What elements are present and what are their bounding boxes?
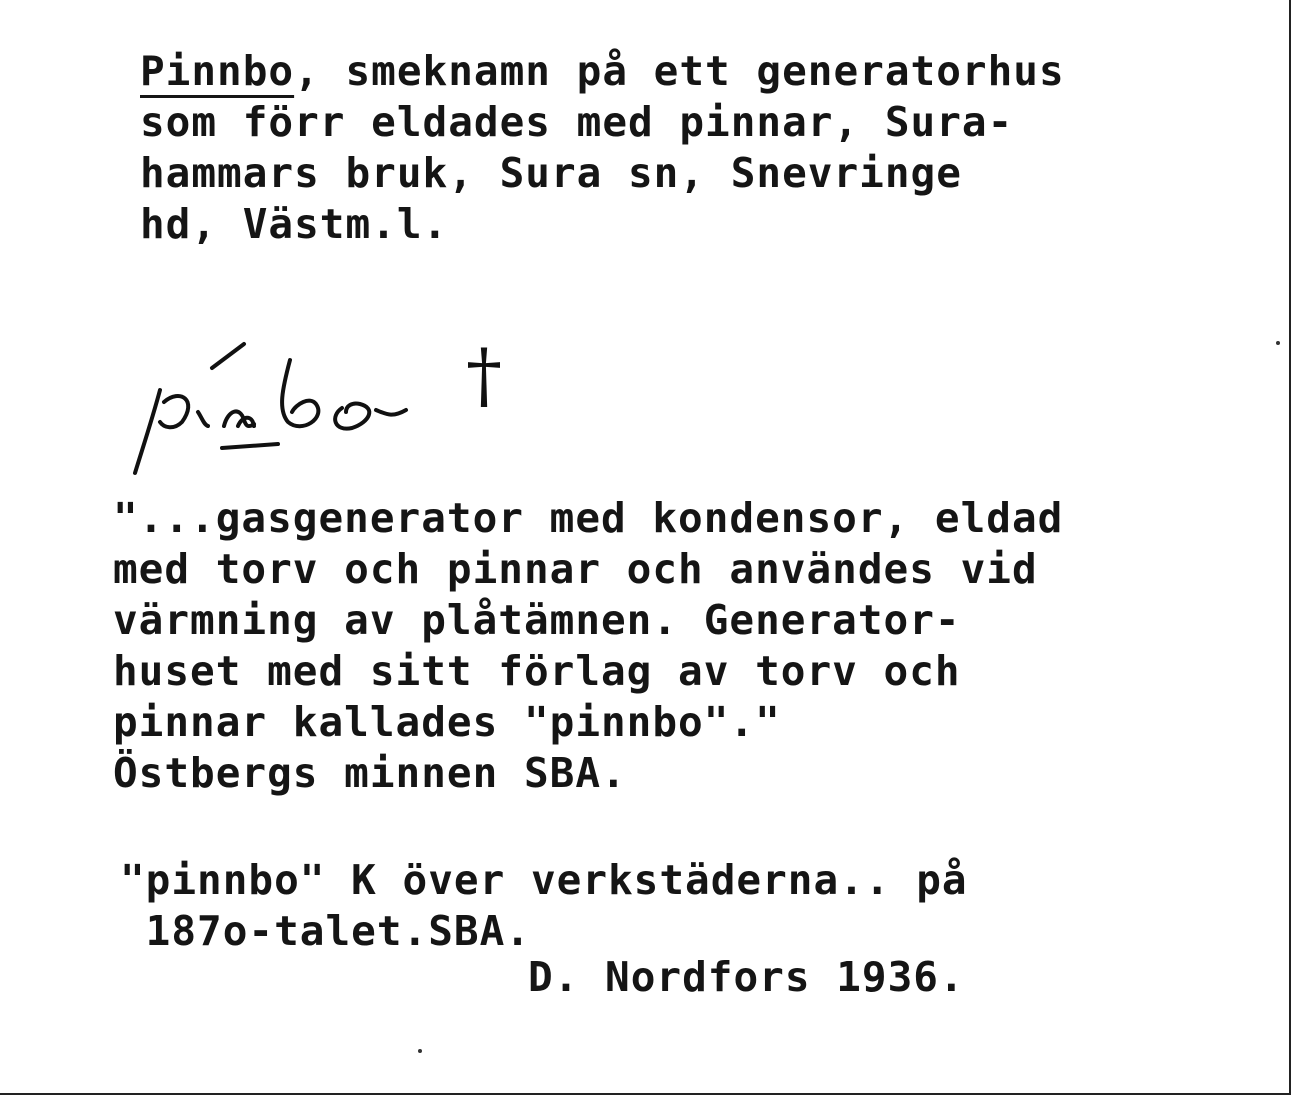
quote1-line-2: med torv och pinnar och användes vid xyxy=(113,545,1038,593)
headline-line-1-rest: , smeknamn på ett generatorhus xyxy=(294,47,1065,95)
headword: Pinnbo xyxy=(140,47,295,95)
card-bottom-edge xyxy=(0,1093,1291,1095)
headline-line-4: hd, Västm.l. xyxy=(140,200,449,248)
quote1-line-3: värmning av plåtämnen. Generator- xyxy=(113,596,961,644)
handwritten-dagger: † xyxy=(466,333,502,417)
signature: D. Nordfors 1936. xyxy=(528,953,965,1001)
quote1-line-5: pinnar kallades "pinnbo"." xyxy=(113,698,781,746)
quote1-source: Östbergs minnen SBA. xyxy=(113,749,627,797)
quote-block-2 xyxy=(120,855,968,957)
paper-speck xyxy=(418,1049,422,1053)
card-right-edge xyxy=(1289,0,1291,1095)
quote1-line-4: huset med sitt förlag av torv och xyxy=(113,647,961,695)
headline-block xyxy=(140,46,1065,250)
quote2-line-1: "pinnbo" K över verkstäderna.. på xyxy=(120,856,968,904)
paper-speck xyxy=(1276,341,1280,345)
quote2-line-2: 187o-talet.SBA. xyxy=(120,907,531,955)
quote1-line-1: "...gasgenerator med kondensor, eldad xyxy=(113,494,1064,542)
handwritten-form xyxy=(120,330,540,490)
headline-line-3: hammars bruk, Sura sn, Snevringe xyxy=(140,149,962,197)
quote-block-1 xyxy=(113,493,1063,799)
headline-line-2: som förr eldades med pinnar, Sura- xyxy=(140,98,1014,146)
